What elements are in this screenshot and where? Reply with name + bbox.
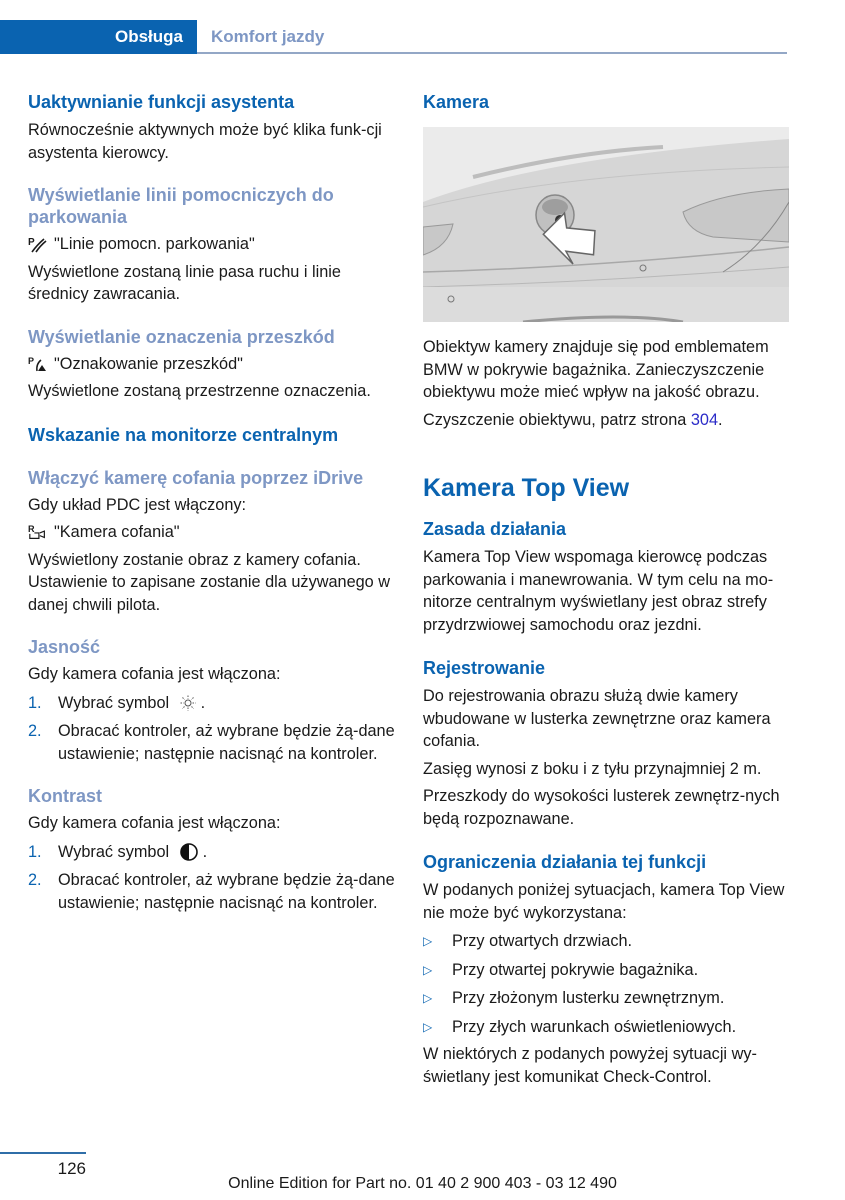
footer-divider xyxy=(0,1152,86,1154)
right-column xyxy=(423,90,791,1088)
heading-enable-rear-camera: Włączyć kamerę cofania poprzez iDrive xyxy=(28,467,364,488)
obstacle-marking-icon xyxy=(28,355,48,373)
triangle-bullet-icon: ▷ xyxy=(423,1019,433,1034)
list-item xyxy=(423,987,791,1010)
paragraph: W podanych poniżej sytuacjach, kamera Top View nie może być wykorzystana: xyxy=(423,881,785,922)
heading-operating-principle: Zasada działania xyxy=(423,519,567,539)
paragraph: Wyświetlone zostaną linie pasa ruchu i linie średnicy zawracania. xyxy=(28,262,341,303)
list-item xyxy=(28,869,400,914)
menu-path xyxy=(28,233,400,256)
edition-info: Online Edition for Part no. 01 40 2 900 403 - 03 12 490 xyxy=(228,1175,617,1192)
paragraph: Gdy układ PDC jest włączony: xyxy=(28,495,247,514)
step-number: 1. xyxy=(28,693,42,712)
heading-limitations: Ograniczenia działania tej funkcji xyxy=(423,852,707,872)
triangle-bullet-icon: ▷ xyxy=(423,934,433,948)
step-text-end: . xyxy=(200,693,206,712)
brightness-icon xyxy=(180,695,196,711)
heading-activate-assistant: Uaktywnianie funkcji asystenta xyxy=(28,92,295,112)
menu-label: "Kamera cofania" xyxy=(54,523,180,541)
text: . xyxy=(718,410,723,429)
rear-camera-icon xyxy=(28,523,48,541)
svg-text:P: P xyxy=(28,355,35,366)
menu-path xyxy=(28,353,400,376)
contrast-icon xyxy=(180,843,198,861)
list-item xyxy=(423,1016,791,1039)
list-item-text: Przy złych warunkach oświetleniowych. xyxy=(452,1017,737,1036)
menu-label: "Oznakowanie przeszkód" xyxy=(54,354,243,373)
list-item-text: Przy złożonym lusterku zewnętrznym. xyxy=(452,989,725,1007)
list-item xyxy=(28,841,400,864)
section-tab-active: Obsługa xyxy=(0,20,197,54)
step-text-end: . xyxy=(202,842,208,861)
paragraph: Przeszkody do wysokości lusterek zewnętrz-nych będą rozpoznawane. xyxy=(423,787,780,828)
triangle-bullet-icon: ▷ xyxy=(423,962,433,977)
step-number: 2. xyxy=(28,722,42,740)
paragraph: Wyświetlone zostaną przestrzenne oznaczenia. xyxy=(28,382,371,400)
paragraph: Kamera Top View wspomaga kierowcę podczas parkowania i manewrowania. W tym celu na mo-nitorze centralnym wyświetlany jest obraz strefy przydrzwiowej samochodu oraz jezdni. xyxy=(423,548,774,634)
heading-recording: Rejestrowanie xyxy=(423,658,546,678)
left-column xyxy=(28,90,400,914)
step-text: Obracać kontroler, aż wybrane będzie żą-dane ustawienie; następnie nacisnąć na kontroler. xyxy=(58,871,395,912)
list-item-text: Przy otwartych drzwiach. xyxy=(452,932,633,950)
triangle-bullet-icon: ▷ xyxy=(423,991,433,1005)
heading-central-monitor: Wskazanie na monitorze centralnym xyxy=(28,424,339,445)
step-number: 2. xyxy=(28,871,42,889)
paragraph: W niektórych z podanych powyżej sytuacji wy-świetlany jest komunikat Check-Control. xyxy=(423,1045,757,1086)
heading-obstacle-marking: Wyświetlanie oznaczenia przeszkód xyxy=(28,326,335,347)
step-text: Wybrać symbol xyxy=(58,842,170,861)
page-link-304[interactable]: 304 xyxy=(690,410,719,429)
heading-parking-lines: Wyświetlanie linii pomocniczych do parkowania xyxy=(28,185,334,227)
paragraph: Równocześnie aktywnych może być klika funk-cji asystenta kierowcy. xyxy=(28,121,382,162)
svg-text:P: P xyxy=(28,237,35,249)
paragraph: Zasięg wynosi z boku i z tyłu przynajmniej 2 m. xyxy=(423,759,762,778)
step-text: Wybrać symbol xyxy=(58,693,170,712)
step-number: 1. xyxy=(28,842,42,861)
camera-location-figure xyxy=(423,127,789,322)
heading-contrast: Kontrast xyxy=(28,786,103,806)
parking-guide-lines-icon xyxy=(28,235,48,253)
list-item xyxy=(423,930,791,953)
text: Czyszczenie obiektywu, patrz strona xyxy=(423,410,691,429)
list-item xyxy=(28,692,400,715)
paragraph: Wyświetlony zostanie obraz z kamery cofania. Ustawienie to zapisane zostanie dla używanego w danej chwili pilota. xyxy=(28,550,391,614)
section-title-top-view: Kamera Top View xyxy=(423,474,630,502)
menu-path xyxy=(28,521,400,544)
heading-camera: Kamera xyxy=(423,92,490,112)
paragraph: Gdy kamera cofania jest włączona: xyxy=(28,814,281,832)
section-subtitle: Komfort jazdy xyxy=(211,27,325,46)
svg-text:R: R xyxy=(28,524,35,535)
paragraph: Obiektyw kamery znajduje się pod emblematem BMW w pokrywie bagażnika. Zanieczyszczenie obiektywu może mieć wpływ na jakość obrazu. xyxy=(423,338,769,401)
list-item-text: Przy otwartej pokrywie bagażnika. xyxy=(452,960,699,979)
header-divider xyxy=(197,52,787,54)
list-item xyxy=(28,720,400,765)
paragraph: Gdy kamera cofania jest włączona: xyxy=(28,665,281,683)
page-header xyxy=(0,20,845,54)
paragraph: Do rejestrowania obrazu służą dwie kamery wbudowane w lusterka zewnętrzne oraz kamera cofania. xyxy=(423,687,771,750)
list-item xyxy=(423,959,791,982)
step-text: Obracać kontroler, aż wybrane będzie żą-dane ustawienie; następnie nacisnąć na kontroler. xyxy=(58,722,395,763)
trunk-illustration xyxy=(423,127,789,322)
page-number: 126 xyxy=(57,1159,86,1178)
heading-brightness: Jasność xyxy=(28,637,101,657)
paragraph-cleaning-ref xyxy=(423,409,791,432)
menu-label: "Linie pomocn. parkowania" xyxy=(54,235,255,253)
